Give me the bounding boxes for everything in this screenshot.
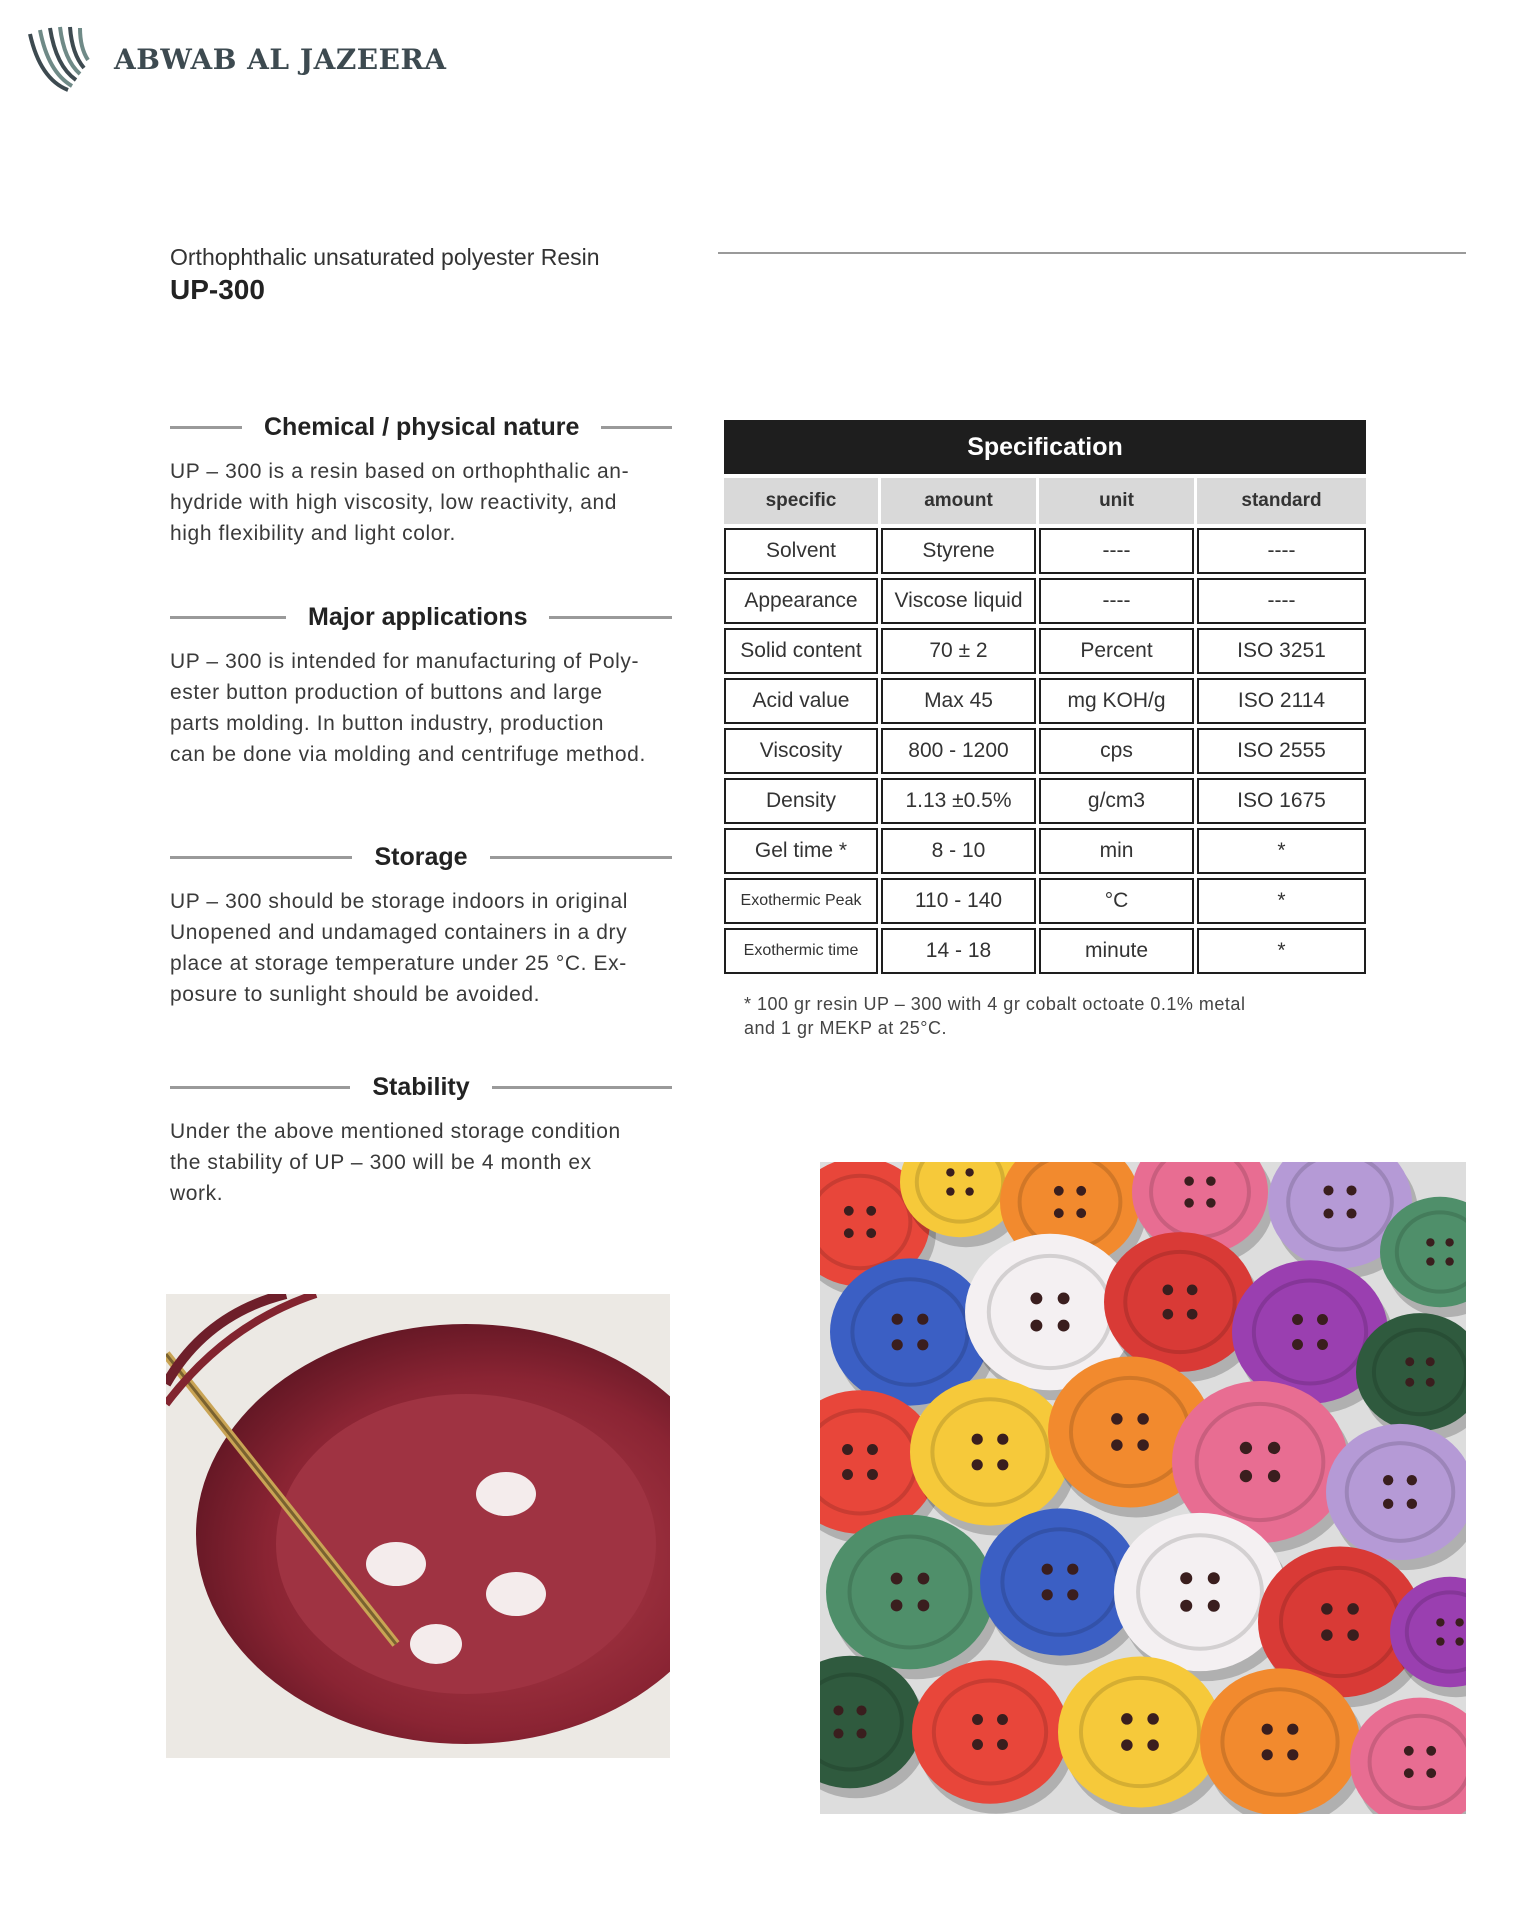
spec-cell: Viscosity [724,728,878,774]
column-header: amount [881,478,1036,524]
product-subtitle: Orthophthalic unsaturated polyester Resin [170,244,600,270]
section-heading [170,410,672,444]
spec-cell: Solid content [724,628,878,674]
brand-logo [20,24,446,94]
section-title: Major applications [308,602,528,631]
spec-cell: Max 45 [881,678,1036,724]
spec-row [724,778,1366,824]
spec-cell: Gel time * [724,828,878,874]
section-stability [170,1070,672,1209]
section-title: Storage [374,842,468,871]
section-heading [170,840,672,874]
spec-cell: ---- [1197,578,1366,624]
spec-row [724,878,1366,924]
section-major-applications [170,600,672,770]
specification-table [724,420,1366,978]
spec-cell: ISO 3251 [1197,628,1366,674]
spec-cell: cps [1039,728,1194,774]
spec-row [724,728,1366,774]
section-heading [170,1070,672,1104]
spec-cell: 800 - 1200 [881,728,1036,774]
spec-cell: ISO 2555 [1197,728,1366,774]
spec-cell: ISO 1675 [1197,778,1366,824]
header-divider [718,252,1466,254]
column-header: unit [1039,478,1194,524]
spec-header-row [724,478,1366,524]
spec-cell: 70 ± 2 [881,628,1036,674]
spec-cell: Density [724,778,878,824]
spec-cell: 14 - 18 [881,928,1036,974]
section-title: Chemical / physical nature [264,412,580,441]
wing-logo-icon [20,24,96,94]
product-code: UP-300 [170,274,265,305]
colorful-buttons-photo [820,1162,1466,1814]
section-text: UP – 300 is a resin based on orthophthalic an- hydride with high viscosity, low reactivity, and high flexibility and light color. [170,460,630,545]
section-heading [170,600,672,634]
spec-footnote: * 100 gr resin UP – 300 with 4 gr cobalt octoate 0.1% metal and 1 gr MEKP at 25°C. [744,994,1246,1038]
spec-cell: ---- [1197,528,1366,574]
spec-cell: Acid value [724,678,878,724]
column-header: specific [724,478,878,524]
section-text: Under the above mentioned storage condition the stability of UP – 300 will be 4 month ex work. [170,1120,621,1205]
spec-cell: min [1039,828,1194,874]
spec-cell: 1.13 ±0.5% [881,778,1036,824]
spec-cell: * [1197,828,1366,874]
section-chemical-nature [170,410,672,549]
section-text: UP – 300 is intended for manufacturing of Poly- ester button production of buttons and large parts molding. In button industry, production can be done via molding and centrifuge method. [170,650,646,766]
brand-name: ABWAB AL JAZEERA [114,42,447,76]
spec-cell: Exothermic time [724,928,878,974]
spec-row [724,628,1366,674]
spec-cell: Viscose liquid [881,578,1036,624]
spec-title: Specification [724,420,1366,474]
spec-cell: Solvent [724,528,878,574]
spec-row [724,928,1366,974]
spec-cell: mg KOH/g [1039,678,1194,724]
spec-cell: Styrene [881,528,1036,574]
spec-rows [724,528,1366,974]
spec-row [724,828,1366,874]
spec-cell: 110 - 140 [881,878,1036,924]
spec-cell: g/cm3 [1039,778,1194,824]
red-button-photo [166,1294,670,1758]
section-title: Stability [372,1072,470,1101]
spec-cell: Exothermic Peak [724,878,878,924]
spec-cell: ISO 2114 [1197,678,1366,724]
spec-cell: 8 - 10 [881,828,1036,874]
section-text: UP – 300 should be storage indoors in original Unopened and undamaged containers in a dry place at storage temperature under 25 °C. Ex- posure to sunlight should be avoided. [170,890,628,1006]
column-header: standard [1197,478,1366,524]
spec-cell: °C [1039,878,1194,924]
spec-cell: * [1197,928,1366,974]
spec-row [724,578,1366,624]
spec-row [724,678,1366,724]
spec-row [724,528,1366,574]
spec-cell: Appearance [724,578,878,624]
spec-cell: ---- [1039,578,1194,624]
spec-cell: * [1197,878,1366,924]
spec-cell: Percent [1039,628,1194,674]
section-storage [170,840,672,1010]
spec-cell: ---- [1039,528,1194,574]
spec-cell: minute [1039,928,1194,974]
